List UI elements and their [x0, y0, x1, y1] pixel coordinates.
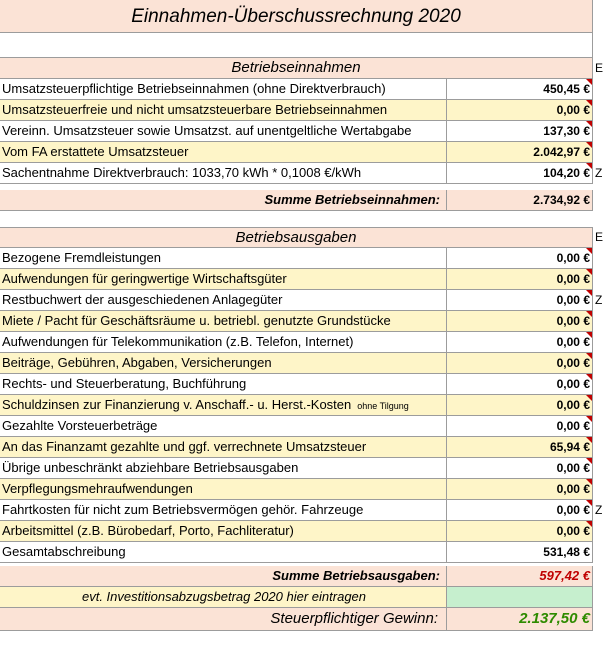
row-value[interactable]: 0,00 €	[447, 248, 593, 269]
row-value[interactable]: 0,00 €	[447, 458, 593, 479]
row-label-text: Gesamtabschreibung	[2, 544, 126, 559]
row-value[interactable]: 0,00 €	[447, 416, 593, 437]
investment-input[interactable]	[447, 587, 593, 608]
table-row	[0, 248, 604, 269]
spacer-row	[0, 211, 604, 227]
row-label-text: Vom FA erstattete Umsatzsteuer	[2, 144, 189, 159]
table-row	[0, 79, 604, 100]
table-row	[0, 395, 604, 416]
table-row	[0, 142, 604, 163]
row-label[interactable]	[0, 121, 447, 142]
row-label[interactable]	[0, 248, 447, 269]
row-label-text: Fahrtkosten für nicht zum Betriebsvermögen gehör. Fahrzeuge	[2, 502, 364, 517]
side-letter: Z	[595, 503, 603, 517]
blank-cell[interactable]	[0, 33, 593, 58]
row-label-text: Miete / Pacht für Geschäftsräume u. betriebl. genutzte Grundstücke	[2, 313, 391, 328]
table-row	[0, 269, 604, 290]
row-label[interactable]	[0, 100, 447, 121]
row-label[interactable]	[0, 79, 447, 100]
row-value[interactable]: 0,00 €	[447, 100, 593, 121]
row-value[interactable]: 450,45 €	[447, 79, 593, 100]
row-value[interactable]: 2.042,97 €	[447, 142, 593, 163]
row-label-text: Übrige unbeschränkt abziehbare Betriebsausgaben	[2, 460, 299, 475]
row-value[interactable]: 0,00 €	[447, 479, 593, 500]
row-label-text: Rechts- und Steuerberatung, Buchführung	[2, 376, 247, 391]
row-label[interactable]	[0, 374, 447, 395]
row-label[interactable]	[0, 142, 447, 163]
side-letter: Z	[595, 166, 603, 180]
row-label[interactable]	[0, 269, 447, 290]
row-value[interactable]: 0,00 €	[447, 353, 593, 374]
row-label[interactable]	[0, 542, 447, 563]
income-sum-label[interactable]: Summe Betriebseinnahmen:	[0, 190, 447, 211]
row-label-text: Aufwendungen für geringwertige Wirtschaftsgüter	[2, 271, 287, 286]
row-label[interactable]	[0, 395, 447, 416]
row-value[interactable]: 0,00 €	[447, 290, 593, 311]
side-letter: Z	[595, 293, 603, 307]
row-note: ohne Tilgung	[357, 401, 409, 411]
row-value[interactable]: 0,00 €	[447, 500, 593, 521]
expense-header-row	[0, 227, 604, 248]
row-label[interactable]	[0, 437, 447, 458]
row-value[interactable]: 65,94 €	[447, 437, 593, 458]
row-label-text: Schuldzinsen zur Finanzierung v. Anschaff.- u. Herst.-Kosten	[2, 397, 352, 412]
income-sum-value[interactable]: 2.734,92 €	[447, 190, 593, 211]
expense-sum-label[interactable]: Summe Betriebsausgaben:	[0, 566, 447, 587]
table-row	[0, 353, 604, 374]
row-label[interactable]	[0, 311, 447, 332]
expense-sum-row	[0, 566, 604, 587]
row-label-text: Vereinn. Umsatzsteuer sowie Umsatzst. auf unentgeltliche Wertabgabe	[2, 123, 412, 138]
spacer-row	[0, 33, 604, 58]
row-label-text: Umsatzsteuerpflichtige Betriebseinnahmen (ohne Direktverbrauch)	[2, 81, 386, 96]
table-row	[0, 521, 604, 542]
table-row	[0, 500, 604, 521]
table-row	[0, 437, 604, 458]
row-label[interactable]	[0, 353, 447, 374]
table-row	[0, 542, 604, 563]
row-label-text: Gezahlte Vorsteuerbeträge	[2, 418, 158, 433]
title-row	[0, 0, 604, 33]
row-value[interactable]: 104,20 €	[447, 163, 593, 184]
row-value[interactable]: 0,00 €	[447, 332, 593, 353]
table-row	[0, 374, 604, 395]
table-row	[0, 100, 604, 121]
side-letter: E	[595, 230, 604, 244]
profit-value[interactable]: 2.137,50 €	[447, 608, 593, 631]
income-header-row	[0, 58, 604, 79]
page-title[interactable]: Einnahmen-Überschussrechnung 2020	[0, 0, 593, 33]
income-header[interactable]: Betriebseinnahmen	[0, 58, 593, 79]
table-row	[0, 416, 604, 437]
profit-row	[0, 608, 604, 631]
row-label[interactable]	[0, 458, 447, 479]
row-label[interactable]	[0, 479, 447, 500]
row-label-text: Umsatzsteuerfreie und nicht umsatzsteuerbare Betriebseinnahmen	[2, 102, 388, 117]
row-label[interactable]	[0, 163, 447, 184]
expense-header[interactable]: Betriebsausgaben	[0, 227, 593, 248]
row-label-text: Bezogene Fremdleistungen	[2, 250, 161, 265]
table-row	[0, 121, 604, 142]
profit-label[interactable]: Steuerpflichtiger Gewinn:	[0, 608, 447, 631]
row-label-text: Verpflegungsmehraufwendungen	[2, 481, 193, 496]
row-label[interactable]	[0, 332, 447, 353]
table-row	[0, 332, 604, 353]
row-value[interactable]: 137,30 €	[447, 121, 593, 142]
table-row	[0, 479, 604, 500]
row-label[interactable]	[0, 500, 447, 521]
side-letter: E	[595, 61, 604, 75]
income-sum-row	[0, 190, 604, 211]
row-label[interactable]	[0, 521, 447, 542]
row-label-text: Beiträge, Gebühren, Abgaben, Versicherungen	[2, 355, 272, 370]
investment-row	[0, 587, 604, 608]
row-label-text: Aufwendungen für Telekommunikation (z.B. Telefon, Internet)	[2, 334, 354, 349]
row-label-text: Arbeitsmittel (z.B. Bürobedarf, Porto, Fachliteratur)	[2, 523, 294, 538]
table-row	[0, 290, 604, 311]
row-label-text: Sachentnahme Direktverbrauch: 1033,70 kWh * 0,1008 €/kWh	[2, 165, 362, 180]
row-value[interactable]: 0,00 €	[447, 374, 593, 395]
expense-sum-value[interactable]: 597,42 €	[447, 566, 593, 587]
row-value[interactable]: 0,00 €	[447, 521, 593, 542]
row-label-text: An das Finanzamt gezahlte und ggf. verrechnete Umsatzsteuer	[2, 439, 367, 454]
row-value[interactable]: 531,48 €	[447, 542, 593, 563]
table-row	[0, 311, 604, 332]
row-label[interactable]	[0, 416, 447, 437]
investment-label[interactable]: evt. Investitionsabzugsbetrag 2020 hier eintragen	[0, 587, 447, 608]
row-label[interactable]	[0, 290, 447, 311]
table-row	[0, 163, 604, 184]
row-value[interactable]: 0,00 €	[447, 311, 593, 332]
row-value[interactable]: 0,00 €	[447, 395, 593, 416]
row-value[interactable]: 0,00 €	[447, 269, 593, 290]
table-row	[0, 458, 604, 479]
row-label-text: Restbuchwert der ausgeschiedenen Anlagegüter	[2, 292, 283, 307]
